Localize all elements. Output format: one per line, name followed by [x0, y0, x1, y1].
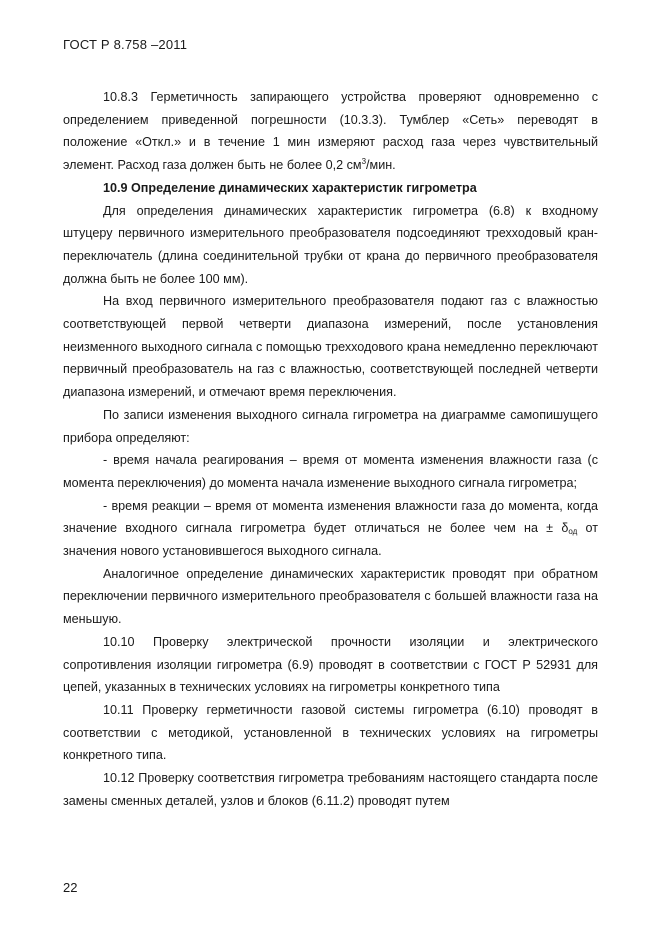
- section-title-10-9: 10.9 Определение динамических характеристик гигрометра: [103, 180, 477, 195]
- document-header: ГОСТ Р 8.758 –2011: [63, 37, 188, 52]
- paragraph-10-11: 10.11 Проверку герметичности газовой системы гигрометра (6.10) проводят в соответствии с методикой, установленной в технических условиях на гигрометры конкретного типа.: [63, 702, 598, 763]
- paragraph-text: 10.8.3 Герметичность запирающего устройства проверяют одновременно с определением приведенной погрешности (10.3.3). Тумблер «Сеть» переводят в положение «Откл.» и в течение 1 мин измеряют расход газа через чувствительный элемент. Расход газа должен быть не более 0,2 см: [63, 90, 598, 173]
- paragraph-dynamic-setup: Для определения динамических характеристик гигрометра (6.8) к входному штуцеру первичного измерительного преобразователя подсоединяют трехходовый кран-переключатель (длина соединительной трубки от крана до первичного преобразователя должна быть не более 100 мм).: [63, 203, 598, 286]
- paragraph-10-8-3: [63, 86, 598, 177]
- paragraph-10-10: 10.10 Проверку электрической прочности изоляции и электрического сопротивления изоляции гигрометра (6.9) проводят в соответствии с ГОСТ Р 52931 для цепей, указанных в технических условиях на гигрометры конкретного типа: [63, 634, 598, 695]
- page-number: 22: [63, 880, 78, 895]
- superscript-unit: 3: [361, 157, 367, 167]
- subscript-symbol: од: [568, 527, 578, 537]
- paragraph-text: - время реакции – время от момента изменения влажности газа до момента, когда значение входного сигнала гигрометра будет отличаться не более чем на ± δ: [63, 498, 598, 536]
- paragraph-gas-input: На вход первичного измерительного преобразователя подают газ с влажностью соответствующей первой четверти диапазона измерений, после установления неизменного выходного сигнала с помощью трехходового крана немедленно переключают первичный преобразователь на газ с влажностью, соответствующей последней четверти диапазона измерений, и отмечают время переключения.: [63, 294, 598, 400]
- page-body: [63, 86, 598, 813]
- list-item-start-time: - время начала реагирования – время от момента изменения влажности газа (с момента переключения) до момента начала изменение выходного сигнала гигрометра;: [63, 453, 598, 490]
- paragraph-10-12: 10.12 Проверку соответствия гигрометра требованиям настоящего стандарта после замены сменных деталей, узлов и блоков (6.11.2) проводят путем: [63, 771, 598, 808]
- paragraph-text-end: от значения нового установившегося выходного сигнала.: [63, 521, 598, 559]
- paragraph-reverse-switch: Аналогичное определение динамических характеристик проводят при обратном переключении первичного измерительного преобразователя с большей влажности газа на меньшую.: [63, 566, 598, 627]
- list-item-reaction-time: [63, 495, 598, 563]
- paragraph-record-analysis: По записи изменения выходного сигнала гигрометра на диаграмме самопишущего прибора определяют:: [63, 407, 598, 445]
- paragraph-text-end: /мин.: [366, 158, 396, 173]
